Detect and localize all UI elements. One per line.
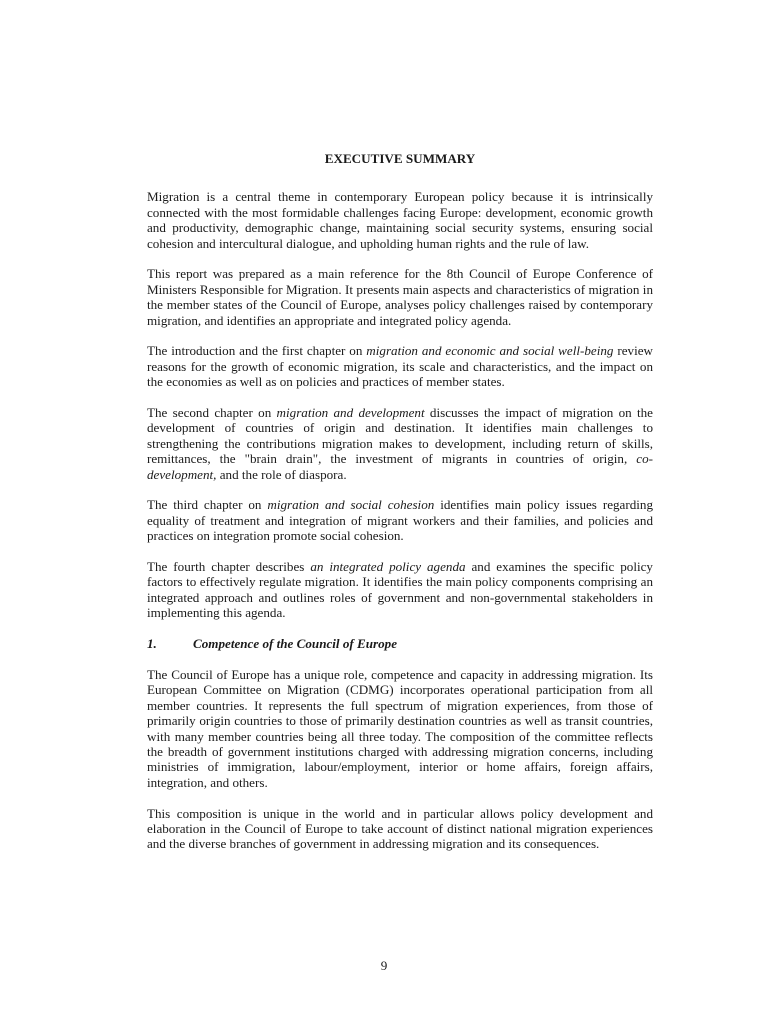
paragraph — [147, 806, 653, 852]
paragraph — [147, 559, 653, 621]
paragraph-text: identifies main policy issues regarding equality of treatment and integration of migrant workers and their families, and policies and practices on integration promote social cohesion. — [147, 497, 653, 544]
paragraph — [147, 497, 653, 543]
section-paragraphs — [147, 667, 653, 852]
paragraph-text: The Council of Europe has a unique role, competence and capacity in addressing migration. Its European Committee on Migration (CDMG) incorporates operational participation from all member countries. It represents the full spectrum of migration experiences, from those of primarily origin countries to those of primarily destination countries as well as transit countries, with many member countries being all three today. The composition of the committee reflects the breadth of government institutions charged with addressing migration concerns, including ministries of immigration, labour/employment, interior or home affairs, foreign affairs, integration, and others. — [147, 666, 653, 790]
paragraph-text: The third chapter on — [147, 497, 268, 513]
paragraph-text: Migration is a central theme in contemporary European policy because it is intrinsically connected with the most formidable challenges facing Europe: development, economic growth and productivity, demographic change, maintaining social security systems, ensuring social cohesion and intercultural dialogue, and upholding human rights and the rule of law. — [147, 189, 653, 251]
section-title: Competence of the Council of Europe — [193, 636, 398, 652]
paragraph — [147, 266, 653, 328]
intro-paragraphs — [147, 189, 653, 620]
section-heading — [147, 636, 653, 651]
paragraph-text: The fourth chapter describes — [147, 559, 311, 575]
section-number: 1. — [147, 636, 157, 652]
paragraph-text: This composition is unique in the world and in particular allows policy development and elaboration in the Council of Europe to take account of distinct national migration experiences and the diverse branches of government in addressing migration and its consequences. — [147, 805, 653, 852]
paragraph-text: review reasons for the growth of economic migration, its scale and characteristics, and the impact on the economies as well as on policies and practices of member states. — [147, 343, 653, 390]
paragraph-text: discusses the impact of migration on the development of countries of origin and destination. It identifies main challenges to strengthening the contributions migration makes to development, including return of skills, remittances, the "brain drain", the investment of migrants in countries of origin, — [147, 405, 653, 467]
document-page — [147, 151, 653, 867]
paragraph-text: This report was prepared as a main reference for the 8th Council of Europe Conference of Ministers Responsible for Migration. It presents main aspects and characteristics of migration in the member states of the Council of Europe, analyses policy challenges raised by contemporary migration, and identifies an appropriate and integrated policy agenda. — [147, 266, 653, 328]
paragraph-text: The introduction and the first chapter on — [147, 343, 367, 359]
emphasis-text: migration and development — [276, 405, 425, 421]
emphasis-text: migration and economic and social well-being — [366, 343, 614, 359]
paragraph — [147, 343, 653, 389]
page-number: 9 — [380, 958, 388, 973]
document-title: EXECUTIVE SUMMARY — [324, 151, 476, 166]
emphasis-text: co-development, — [147, 451, 653, 482]
paragraph — [147, 667, 653, 790]
paragraph — [147, 405, 653, 482]
emphasis-text: migration and social cohesion — [267, 497, 435, 513]
emphasis-text: an integrated policy agenda — [310, 559, 466, 575]
paragraph — [147, 189, 653, 251]
paragraph-text: and examines the specific policy factors to effectively regulate migration. It identifies the main policy components comprising an integrated approach and outlines roles of government and non-governmental stakeholders in implementing this agenda. — [147, 559, 653, 621]
paragraph-text: and the role of diaspora. — [216, 466, 347, 482]
paragraph-text: The second chapter on — [147, 405, 277, 421]
